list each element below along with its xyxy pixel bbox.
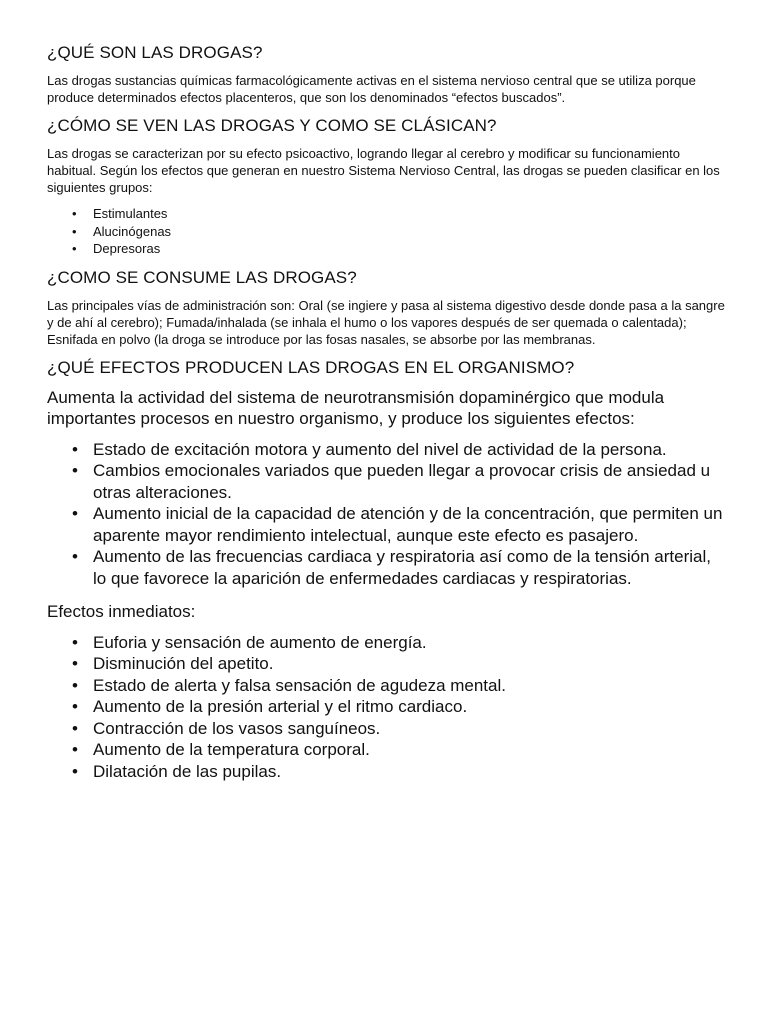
- list-item: • Disminución del apetito.: [47, 653, 727, 675]
- list-item: • Euforia y sensación de aumento de energía.: [47, 632, 727, 654]
- paragraph-como-se-ven: Las drogas se caracterizan por su efecto psicoactivo, logrando llegar al cerebro y modificar su funcionamiento habitual. Según los efectos que generan en nuestro Sistema Nervioso Central, las drogas se pueden clasificar en los siguientes grupos:: [47, 146, 720, 195]
- paragraph-como-se-consume: Las principales vías de administración son: Oral (se ingiere y pasa al sistema digestivo desde donde pasa a la sangre y de ahí al cerebro); Fumada/inhalada (se inhala el humo o los vapores después de ser quemada o calentada); Esnifada en polvo (la droga se introduce por las fosas nasales, se absorbe por las membranas.: [47, 297, 725, 347]
- heading-efectos-inmediatos: Efectos inmediatos:: [47, 602, 196, 621]
- list-item: • Cambios emocionales variados que pueden llegar a provocar crisis de ansiedad u otras alteraciones.: [47, 460, 727, 503]
- list-efectos-inmediatos: [47, 632, 727, 783]
- heading-como-se-consume: ¿COMO SE CONSUME LAS DROGAS?: [47, 267, 357, 287]
- paragraph-que-efectos: Aumenta la actividad del sistema de neurotransmisión dopaminérgico que modula importantes procesos en nuestro organismo, y produce los siguientes efectos:: [47, 387, 665, 428]
- list-item: • Estimulantes: [47, 205, 727, 223]
- document-content: [47, 42, 727, 794]
- paragraph-que-son: Las drogas sustancias químicas farmacológicamente activas en el sistema nervioso central que se utiliza porque produce determinados efectos placenteros, que son los denominados “efectos buscados”.: [47, 73, 696, 105]
- list-efectos: [47, 439, 727, 590]
- list-item: • Depresoras: [47, 240, 727, 258]
- list-item: • Aumento de la presión arterial y el ritmo cardiaco.: [47, 696, 727, 718]
- list-item: • Aumento inicial de la capacidad de atención y de la concentración, que permiten un aparente mayor rendimiento intelectual, aunque este efecto es pasajero.: [47, 503, 727, 546]
- heading-que-son: ¿QUÉ SON LAS DROGAS?: [47, 43, 263, 62]
- list-item: • Estado de alerta y falsa sensación de agudeza mental.: [47, 675, 727, 697]
- list-item: • Estado de excitación motora y aumento del nivel de actividad de la persona.: [47, 439, 727, 461]
- heading-que-efectos: ¿QUÉ EFECTOS PRODUCEN LAS DROGAS EN EL ORGANISMO?: [47, 357, 575, 377]
- list-item: • Dilatación de las pupilas.: [47, 761, 727, 783]
- heading-como-se-ven: ¿CÓMO SE VEN LAS DROGAS Y COMO SE CLÁSICAN?: [47, 116, 497, 135]
- list-item: • Aumento de la temperatura corporal.: [47, 739, 727, 761]
- list-item: • Contracción de los vasos sanguíneos.: [47, 718, 727, 740]
- list-item: • Aumento de las frecuencias cardiaca y respiratoria así como de la tensión arterial, lo que favorece la aparición de enfermedades cardiacas y respiratorias.: [47, 546, 727, 589]
- list-grupos: [47, 205, 727, 258]
- list-item: • Alucinógenas: [47, 223, 727, 241]
